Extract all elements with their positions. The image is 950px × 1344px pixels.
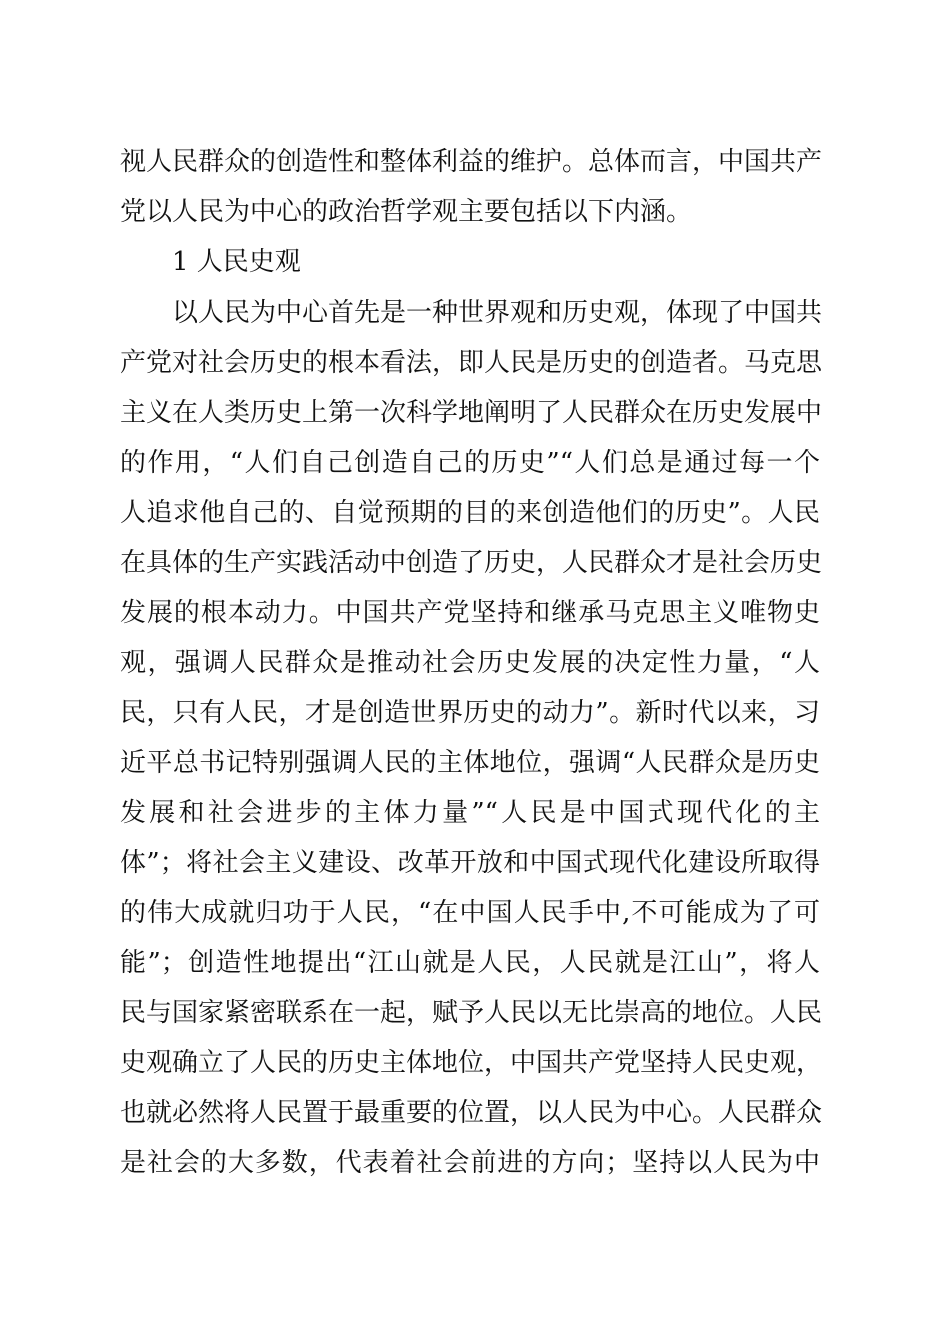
text-line: 人追求他自己的、自觉预期的目的来创造他们的历史”。人民 <box>120 498 820 528</box>
text-line: 主义在人类历史上第一次科学地阐明了人民群众在历史发展中 <box>120 398 823 428</box>
section-heading: 1 人民史观 <box>172 247 301 277</box>
text-line: 产党对社会历史的根本看法，即人民是历史的创造者。马克思 <box>120 348 823 378</box>
text-line: 在具体的生产实践活动中创造了历史，人民群众才是社会历史 <box>120 548 823 578</box>
text-line: 党以人民为中心的政治哲学观主要包括以下内涵。 <box>120 197 693 227</box>
text-line: 的作用，“人们自己创造自己的历史”“人们总是通过每一个 <box>120 448 820 478</box>
text-line: 近平总书记特别强调人民的主体地位，强调“人民群众是历史 <box>120 748 820 778</box>
text-line: 观，强调人民群众是推动社会历史发展的决定性力量，“人 <box>120 648 820 678</box>
paragraph-first-line: 以人民为中心首先是一种世界观和历史观，体现了中国共 <box>172 298 823 328</box>
text-line: 也就必然将人民置于最重要的位置，以人民为中心。人民群众 <box>120 1098 823 1128</box>
text-line: 能”；创造性地提出“江山就是人民，人民就是江山”，将人 <box>120 948 820 978</box>
text-line: 的伟大成就归功于人民，“在中国人民手中,不可能成为了可 <box>120 898 820 928</box>
text-line: 发展的根本动力。中国共产党坚持和继承马克思主义唯物史 <box>120 598 820 628</box>
text-line: 体”；将社会主义建设、改革开放和中国式现代化建设所取得 <box>120 848 820 878</box>
text-line: 发展和社会进步的主体力量”“人民是中国式现代化的主 <box>120 798 820 828</box>
text-line: 史观确立了人民的历史主体地位，中国共产党坚持人民史观， <box>120 1048 823 1078</box>
text-line: 民，只有人民，才是创造世界历史的动力”。新时代以来，习 <box>120 698 820 728</box>
text-line: 民与国家紧密联系在一起，赋予人民以无比崇高的地位。人民 <box>120 998 823 1028</box>
text-line: 视人民群众的创造性和整体利益的维护。总体而言，中国共产 <box>120 147 823 177</box>
text-line: 是社会的大多数，代表着社会前进的方向；坚持以人民为中 <box>120 1148 820 1178</box>
